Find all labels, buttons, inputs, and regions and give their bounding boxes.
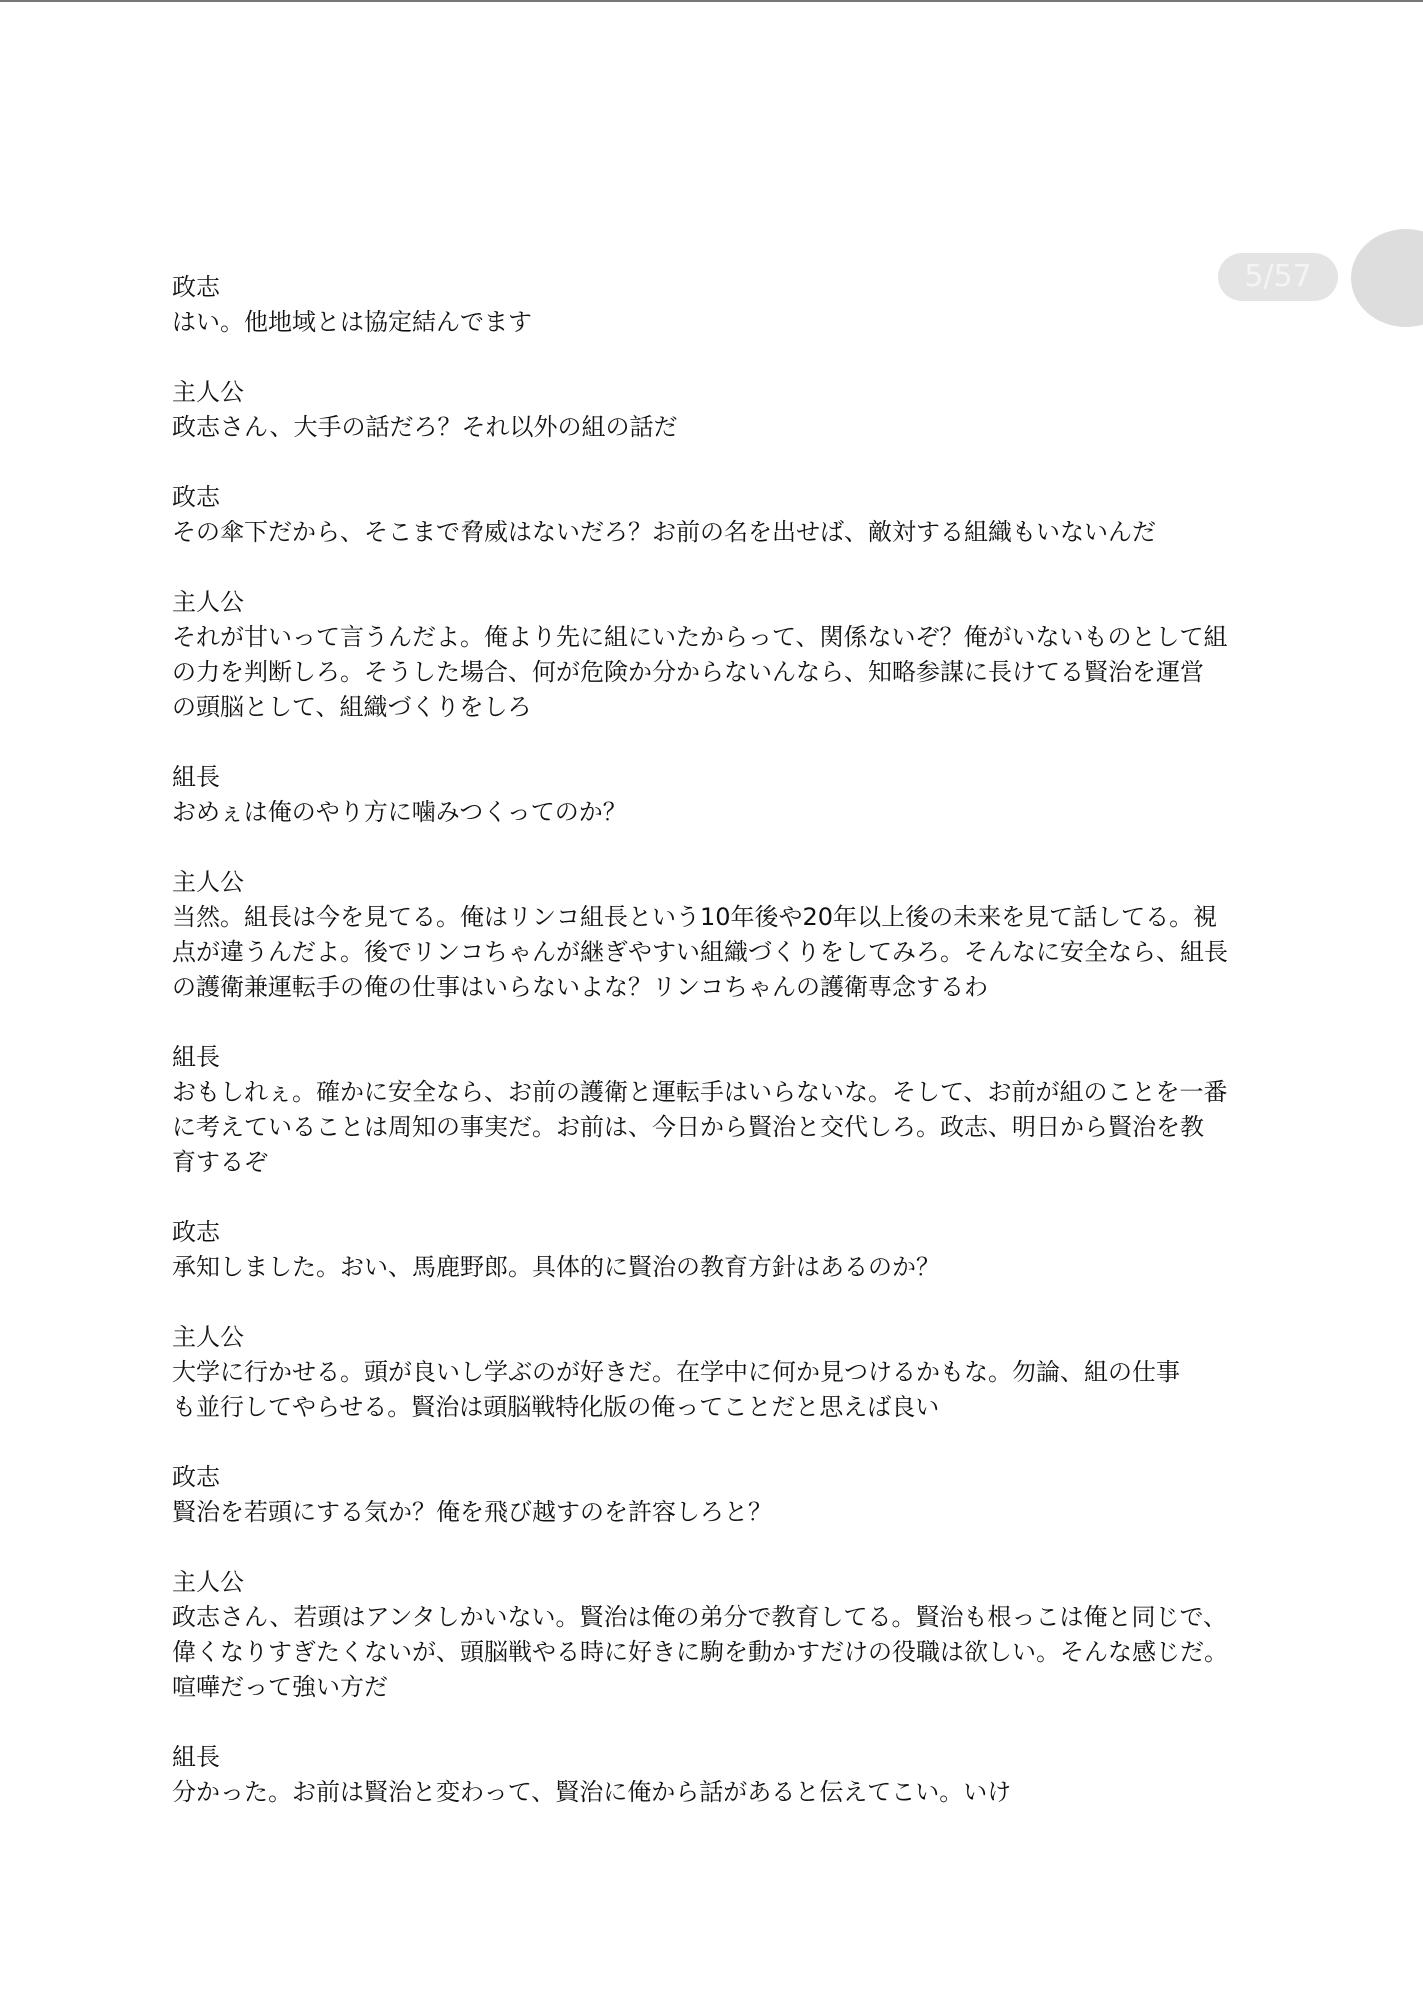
dialogue-line: それが甘いって言うんだよ。俺より先に組にいたからって、関係ないぞ？俺がいないものとして組 [172, 623, 1228, 651]
dialogue-block [172, 1740, 1252, 1810]
page-indicator: 5/57 [1218, 253, 1338, 301]
dialogue-line: 賢治を若頭にする気か？俺を飛び越すのを許容しろと？ [172, 1498, 772, 1526]
dialogue-line: 点が違うんだよ。後でリンコちゃんが継ぎやすい組織づくりをしてみろ。そんなに安全なら、組長 [172, 938, 1228, 966]
dialogue-line: 承知しました。おい、馬鹿野郎。具体的に賢治の教育方針はあるのか？ [172, 1253, 940, 1281]
dialogue-block [172, 585, 1252, 725]
dialogue-line: に考えていることは周知の事実だ。お前は、今日から賢治と交代しろ。政志、明日から賢治を教 [172, 1113, 1204, 1141]
speaker-name: 主人公 [172, 1568, 244, 1596]
dialogue-line: 当然。組長は今を見てる。俺はリンコ組長という10年後や20年以上後の未来を見て話してる。視 [172, 903, 1218, 931]
dialogue-block [172, 1040, 1252, 1180]
dialogue-line: も並行してやらせる。賢治は頭脳戦特化版の俺ってことだと思えば良い [172, 1393, 940, 1421]
speaker-name: 政志 [172, 483, 220, 511]
dialogue-block [172, 1215, 1252, 1285]
dialogue-block [172, 1460, 1252, 1530]
dialogue-block [172, 760, 1252, 830]
speaker-name: 組長 [172, 763, 220, 791]
dialogue-line: 政志さん、若頭はアンタしかいない。賢治は俺の弟分で教育してる。賢治も根っこは俺と同じで、 [172, 1603, 1228, 1631]
dialogue-block [172, 865, 1252, 1005]
speaker-name: 政志 [172, 1218, 220, 1246]
dialogue-line: の頭脳として、組織づくりをしろ [172, 693, 532, 721]
dialogue-line: 育するぞ [172, 1148, 268, 1176]
scroll-handle[interactable] [1351, 229, 1423, 327]
speaker-name: 政志 [172, 273, 220, 301]
dialogue-line: 大学に行かせる。頭が良いし学ぶのが好きだ。在学中に何か見つけるかもな。勿論、組の仕事 [172, 1358, 1180, 1386]
dialogue-line: 偉くなりすぎたくないが、頭脳戦やる時に好きに駒を動かすだけの役職は欲しい。そんな感じだ。 [172, 1638, 1228, 1666]
dialogue-line: おもしれぇ。確かに安全なら、お前の護衛と運転手はいらないな。そして、お前が組のことを一番 [172, 1078, 1228, 1106]
dialogue-block [172, 375, 1252, 445]
dialogue-line: 政志さん、大手の話だろ？それ以外の組の話だ [172, 413, 678, 441]
script-body [172, 270, 1252, 1845]
dialogue-block [172, 1565, 1252, 1705]
dialogue-block [172, 480, 1252, 550]
speaker-name: 主人公 [172, 588, 244, 616]
speaker-name: 主人公 [172, 378, 244, 406]
speaker-name: 主人公 [172, 868, 244, 896]
speaker-name: 組長 [172, 1043, 220, 1071]
speaker-name: 組長 [172, 1743, 220, 1771]
dialogue-line: その傘下だから、そこまで脅威はないだろ？お前の名を出せば、敵対する組織もいないんだ [172, 518, 1156, 546]
dialogue-block [172, 270, 1252, 340]
speaker-name: 政志 [172, 1463, 220, 1491]
dialogue-block [172, 1320, 1252, 1425]
speaker-name: 主人公 [172, 1323, 244, 1351]
dialogue-line: の力を判断しろ。そうした場合、何が危険か分からないんなら、知略参謀に長けてる賢治を運営 [172, 658, 1204, 686]
dialogue-line: の護衛兼運転手の俺の仕事はいらないよな？リンコちゃんの護衛専念するわ [172, 973, 988, 1001]
dialogue-line: 喧嘩だって強い方だ [172, 1673, 388, 1701]
dialogue-line: はい。他地域とは協定結んでます [172, 308, 532, 336]
dialogue-line: おめぇは俺のやり方に噛みつくってのか？ [172, 798, 627, 826]
dialogue-line: 分かった。お前は賢治と変わって、賢治に俺から話があると伝えてこい。いけ [172, 1778, 1012, 1806]
top-divider [0, 0, 1423, 2]
